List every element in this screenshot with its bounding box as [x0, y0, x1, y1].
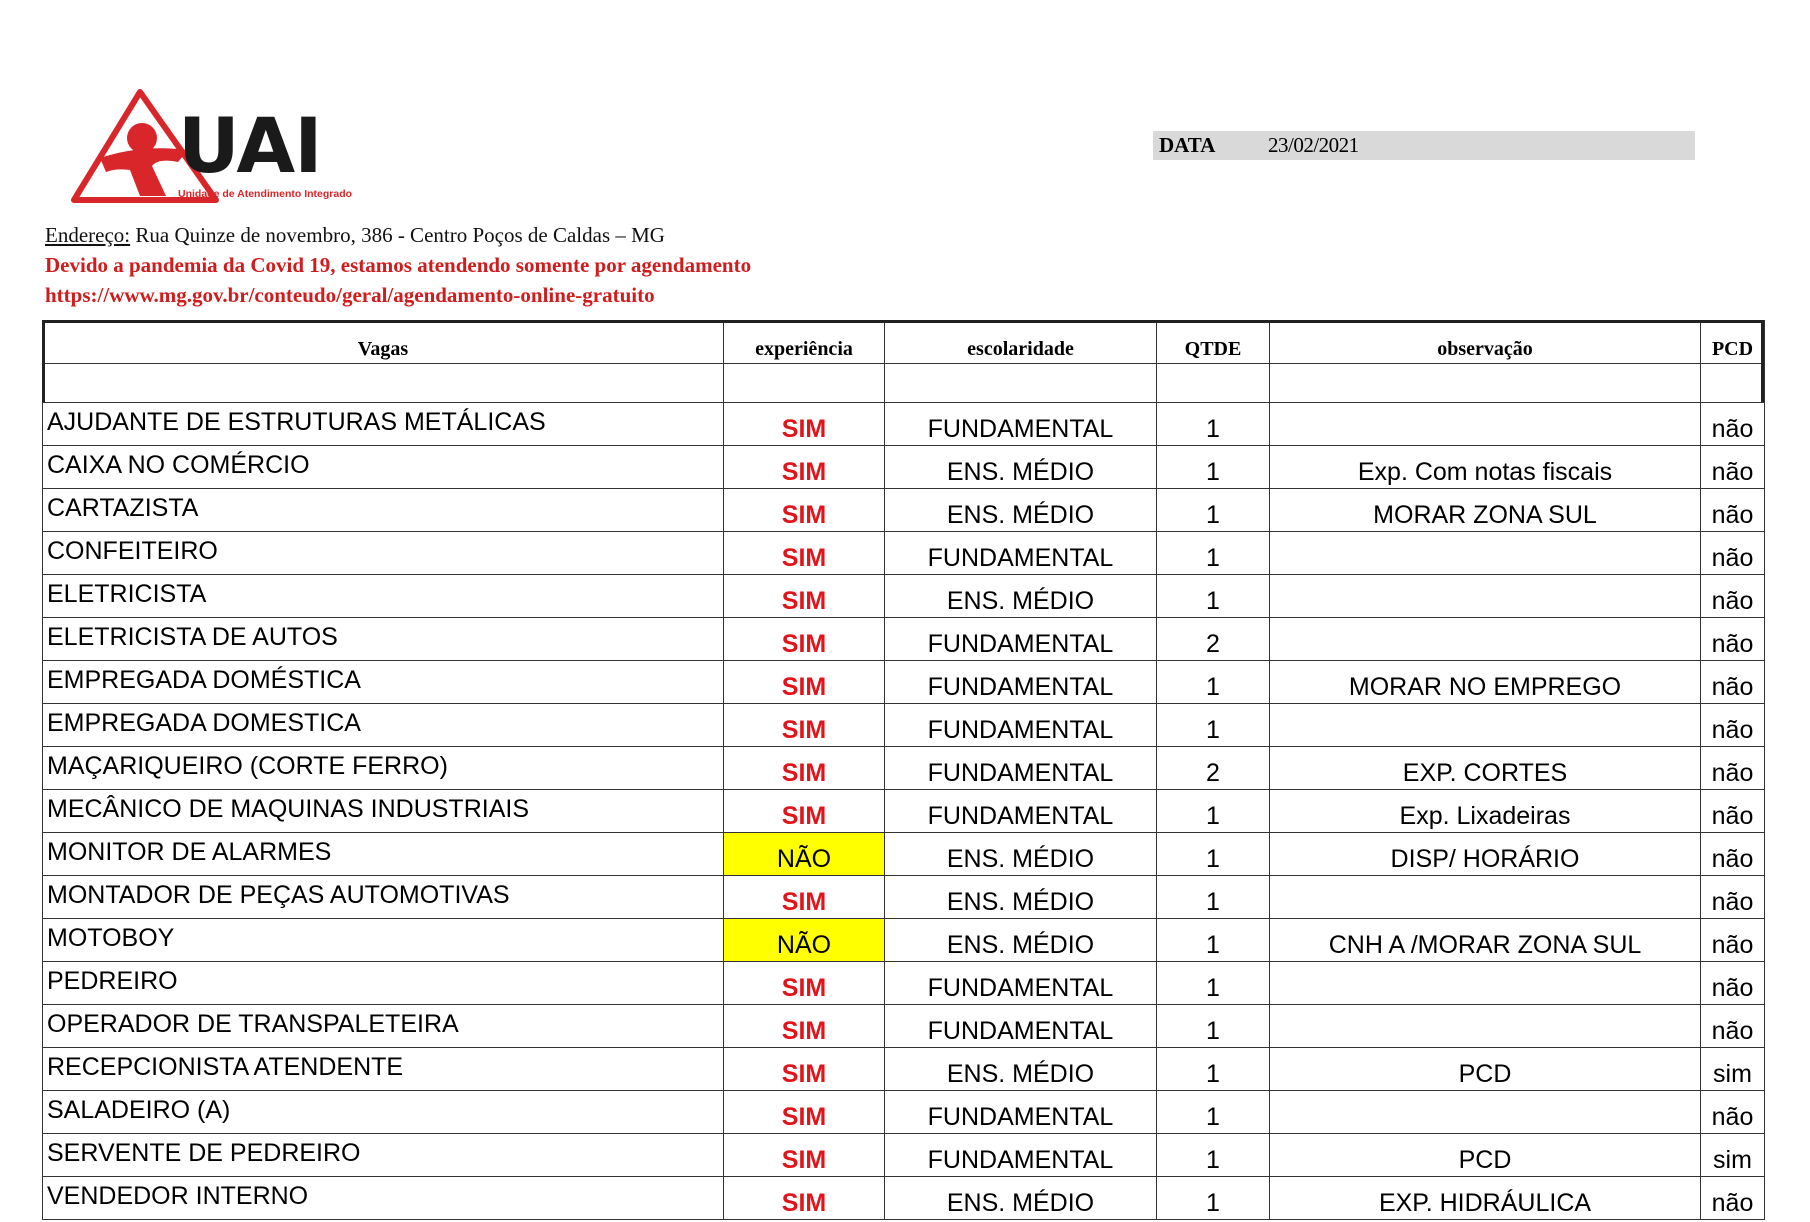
pcd-cell: não: [1701, 876, 1765, 919]
header-observacao: observação: [1270, 321, 1701, 364]
table-row: [43, 704, 1765, 747]
experiencia-cell: SIM: [724, 962, 885, 1005]
observacao-cell: [1270, 1091, 1701, 1134]
observacao-cell: Exp. Com notas fiscais: [1270, 446, 1701, 489]
escolaridade-cell: FUNDAMENTAL: [885, 1005, 1157, 1048]
pcd-cell: não: [1701, 661, 1765, 704]
escolaridade-cell: ENS. MÉDIO: [885, 1048, 1157, 1091]
header-blank-row: [43, 364, 1765, 403]
experiencia-cell: NÃO: [724, 919, 885, 962]
observacao-cell: MORAR ZONA SUL: [1270, 489, 1701, 532]
observacao-cell: [1270, 575, 1701, 618]
escolaridade-cell: FUNDAMENTAL: [885, 532, 1157, 575]
vaga-cell: VENDEDOR INTERNO: [43, 1177, 724, 1220]
date-label: DATA: [1159, 133, 1216, 157]
qtde-cell: 1: [1157, 876, 1270, 919]
qtde-cell: 1: [1157, 962, 1270, 1005]
escolaridade-cell: FUNDAMENTAL: [885, 747, 1157, 790]
vaga-cell: CARTAZISTA: [43, 489, 724, 532]
experiencia-cell: SIM: [724, 704, 885, 747]
pcd-cell: não: [1701, 1005, 1765, 1048]
escolaridade-cell: ENS. MÉDIO: [885, 489, 1157, 532]
blank-cell: [1157, 364, 1270, 403]
vaga-cell: MOTOBOY: [43, 919, 724, 962]
pcd-cell: não: [1701, 618, 1765, 661]
escolaridade-cell: FUNDAMENTAL: [885, 1134, 1157, 1177]
qtde-cell: 1: [1157, 403, 1270, 446]
vaga-cell: EMPREGADA DOMÉSTICA: [43, 661, 724, 704]
blank-cell: [885, 364, 1157, 403]
qtde-cell: 1: [1157, 575, 1270, 618]
pcd-cell: não: [1701, 919, 1765, 962]
experiencia-cell: SIM: [724, 790, 885, 833]
experiencia-cell: NÃO: [724, 833, 885, 876]
vaga-cell: EMPREGADA DOMESTICA: [43, 704, 724, 747]
address-text: Rua Quinze de novembro, 386 - Centro Poços de Caldas – MG: [130, 223, 665, 247]
table-row: [43, 1048, 1765, 1091]
observacao-cell: EXP. CORTES: [1270, 747, 1701, 790]
logo-subtitle: Unidade de Atendimento Integrado: [178, 188, 353, 200]
escolaridade-cell: ENS. MÉDIO: [885, 876, 1157, 919]
pcd-cell: sim: [1701, 1134, 1765, 1177]
observacao-cell: [1270, 876, 1701, 919]
escolaridade-cell: ENS. MÉDIO: [885, 575, 1157, 618]
table-row: [43, 790, 1765, 833]
escolaridade-cell: FUNDAMENTAL: [885, 618, 1157, 661]
vaga-cell: AJUDANTE DE ESTRUTURAS METÁLICAS: [43, 403, 724, 446]
qtde-cell: 1: [1157, 790, 1270, 833]
table-row: [43, 1091, 1765, 1134]
qtde-cell: 1: [1157, 1091, 1270, 1134]
qtde-cell: 1: [1157, 704, 1270, 747]
experiencia-cell: SIM: [724, 618, 885, 661]
observacao-cell: [1270, 532, 1701, 575]
qtde-cell: 1: [1157, 1134, 1270, 1177]
escolaridade-cell: ENS. MÉDIO: [885, 1177, 1157, 1220]
experiencia-cell: SIM: [724, 446, 885, 489]
observacao-cell: PCD: [1270, 1048, 1701, 1091]
qtde-cell: 1: [1157, 1005, 1270, 1048]
pandemic-notice: Devido a pandemia da Covid 19, estamos atendendo somente por agendamento: [45, 253, 752, 277]
vaga-cell: PEDREIRO: [43, 962, 724, 1005]
pcd-cell: não: [1701, 962, 1765, 1005]
address-label: Endereço:: [45, 223, 131, 247]
observacao-cell: Exp. Lixadeiras: [1270, 790, 1701, 833]
vaga-cell: ELETRICISTA DE AUTOS: [43, 618, 724, 661]
experiencia-cell: SIM: [724, 1005, 885, 1048]
experiencia-cell: SIM: [724, 489, 885, 532]
observacao-cell: PCD: [1270, 1134, 1701, 1177]
table-row: [43, 919, 1765, 962]
observacao-cell: [1270, 704, 1701, 747]
table-row: [43, 1134, 1765, 1177]
pcd-cell: não: [1701, 704, 1765, 747]
pcd-cell: não: [1701, 1091, 1765, 1134]
pcd-cell: não: [1701, 747, 1765, 790]
observacao-cell: [1270, 1005, 1701, 1048]
table-row: [43, 876, 1765, 919]
blank-cell: [1701, 364, 1765, 403]
header-vagas: Vagas: [43, 321, 724, 364]
pcd-cell: sim: [1701, 1048, 1765, 1091]
table-row: [43, 618, 1765, 661]
experiencia-cell: SIM: [724, 1177, 885, 1220]
table-row: [43, 575, 1765, 618]
pcd-cell: não: [1701, 446, 1765, 489]
qtde-cell: 1: [1157, 661, 1270, 704]
vaga-cell: RECEPCIONISTA ATENDENTE: [43, 1048, 724, 1091]
escolaridade-cell: FUNDAMENTAL: [885, 661, 1157, 704]
vaga-cell: MONITOR DE ALARMES: [43, 833, 724, 876]
table-row: [43, 1177, 1765, 1220]
table-body: [43, 403, 1765, 1220]
qtde-cell: 1: [1157, 489, 1270, 532]
vaga-cell: MAÇARIQUEIRO (CORTE FERRO): [43, 747, 724, 790]
table-row: [43, 489, 1765, 532]
logo-wordmark: UAI: [178, 101, 322, 190]
header-escolaridade: escolaridade: [885, 321, 1157, 364]
qtde-cell: 2: [1157, 747, 1270, 790]
table-row: [43, 833, 1765, 876]
blank-cell: [1270, 364, 1701, 403]
header-pcd: PCD: [1701, 321, 1765, 364]
table-row: [43, 532, 1765, 575]
vaga-cell: ELETRICISTA: [43, 575, 724, 618]
vaga-cell: SERVENTE DE PEDREIRO: [43, 1134, 724, 1177]
experiencia-cell: SIM: [724, 1134, 885, 1177]
escolaridade-cell: FUNDAMENTAL: [885, 790, 1157, 833]
vaga-cell: MONTADOR DE PEÇAS AUTOMOTIVAS: [43, 876, 724, 919]
vaga-cell: MECÂNICO DE MAQUINAS INDUSTRIAIS: [43, 790, 724, 833]
pcd-cell: não: [1701, 489, 1765, 532]
observacao-cell: MORAR NO EMPREGO: [1270, 661, 1701, 704]
qtde-cell: 1: [1157, 919, 1270, 962]
escolaridade-cell: FUNDAMENTAL: [885, 704, 1157, 747]
qtde-cell: 1: [1157, 532, 1270, 575]
pcd-cell: não: [1701, 790, 1765, 833]
date-value: 23/02/2021: [1268, 133, 1359, 157]
vacancies-table: [42, 320, 1765, 1220]
vaga-cell: OPERADOR DE TRANSPALETEIRA: [43, 1005, 724, 1048]
vaga-cell: CAIXA NO COMÉRCIO: [43, 446, 724, 489]
table-row: [43, 446, 1765, 489]
header-qtde: QTDE: [1157, 321, 1270, 364]
blank-cell: [724, 364, 885, 403]
escolaridade-cell: FUNDAMENTAL: [885, 1091, 1157, 1134]
observacao-cell: CNH A /MORAR ZONA SUL: [1270, 919, 1701, 962]
table-row: [43, 661, 1765, 704]
pcd-cell: não: [1701, 403, 1765, 446]
vaga-cell: SALADEIRO (A): [43, 1091, 724, 1134]
table-row: [43, 1005, 1765, 1048]
qtde-cell: 1: [1157, 833, 1270, 876]
observacao-cell: [1270, 618, 1701, 661]
observacao-cell: [1270, 962, 1701, 1005]
qtde-cell: 1: [1157, 1048, 1270, 1091]
experiencia-cell: SIM: [724, 1048, 885, 1091]
experiencia-cell: SIM: [724, 1091, 885, 1134]
table-row: [43, 403, 1765, 446]
escolaridade-cell: ENS. MÉDIO: [885, 919, 1157, 962]
blank-cell: [43, 364, 724, 403]
escolaridade-cell: FUNDAMENTAL: [885, 962, 1157, 1005]
pcd-cell: não: [1701, 532, 1765, 575]
header-experiencia: experiência: [724, 321, 885, 364]
pcd-cell: não: [1701, 1177, 1765, 1220]
qtde-cell: 1: [1157, 446, 1270, 489]
header-row: [43, 321, 1765, 364]
vaga-cell: CONFEITEIRO: [43, 532, 724, 575]
experiencia-cell: SIM: [724, 403, 885, 446]
pcd-cell: não: [1701, 575, 1765, 618]
qtde-cell: 2: [1157, 618, 1270, 661]
pcd-cell: não: [1701, 833, 1765, 876]
observacao-cell: [1270, 403, 1701, 446]
experiencia-cell: SIM: [724, 876, 885, 919]
observacao-cell: DISP/ HORÁRIO: [1270, 833, 1701, 876]
escolaridade-cell: ENS. MÉDIO: [885, 833, 1157, 876]
observacao-cell: EXP. HIDRÁULICA: [1270, 1177, 1701, 1220]
scheduling-link[interactable]: https://www.mg.gov.br/conteudo/geral/agendamento-online-gratuito: [45, 283, 655, 307]
table-row: [43, 962, 1765, 1005]
table-row: [43, 747, 1765, 790]
address-line: [45, 220, 665, 250]
escolaridade-cell: FUNDAMENTAL: [885, 403, 1157, 446]
date-box: [1153, 131, 1695, 160]
experiencia-cell: SIM: [724, 532, 885, 575]
experiencia-cell: SIM: [724, 747, 885, 790]
qtde-cell: 1: [1157, 1177, 1270, 1220]
escolaridade-cell: ENS. MÉDIO: [885, 446, 1157, 489]
experiencia-cell: SIM: [724, 575, 885, 618]
experiencia-cell: SIM: [724, 661, 885, 704]
